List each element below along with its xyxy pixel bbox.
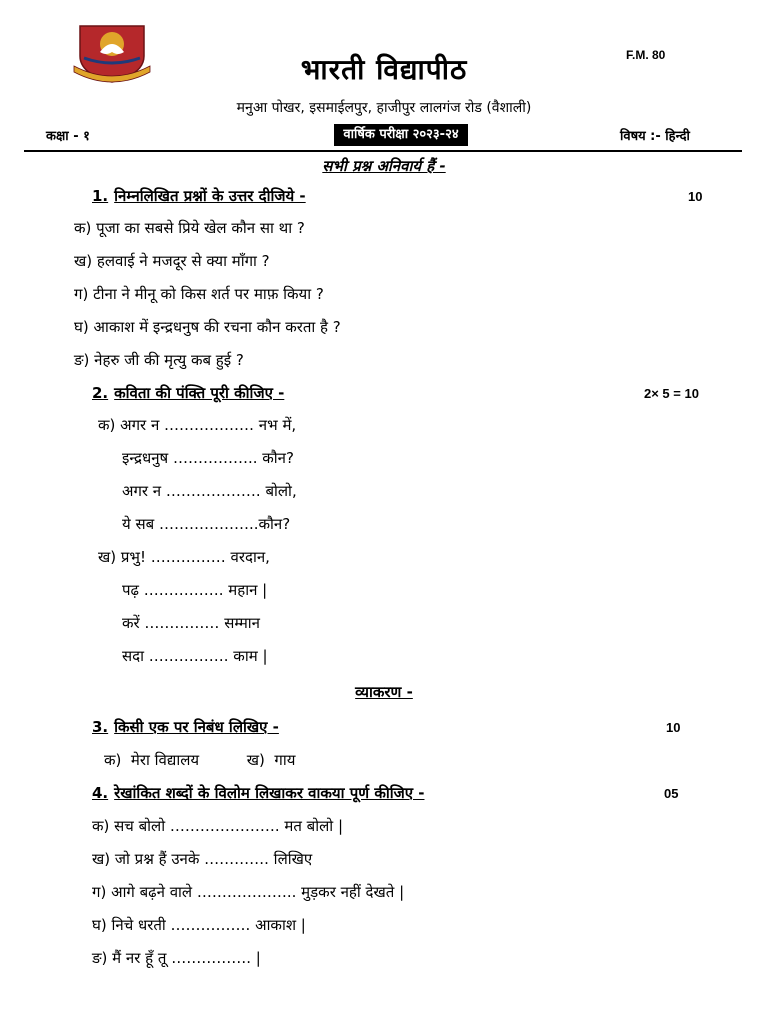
question-1-title: निम्नलिखित प्रश्नों के उत्तर दीजिये - (114, 187, 306, 205)
poem-b-line: सदा ……………. काम | (122, 647, 268, 665)
q1-item: ख) हलवाई ने मजदूर से क्या माँगा ? (74, 252, 270, 270)
question-1-number: 1. (92, 187, 109, 205)
school-name: भारती विद्यापीठ (300, 53, 468, 86)
q4-item: घ) निचे धरती ……………. आकाश | (92, 916, 306, 934)
exam-title: वार्षिक परीक्षा २०२३-२४ (334, 124, 468, 146)
poem-b-line: ख) प्रभु! …………… वरदान, (98, 548, 270, 566)
question-3-marks: 10 (666, 720, 681, 735)
q1-item: घ) आकाश में इन्द्रधनुष की रचना कौन करता है ? (74, 318, 341, 336)
header-divider (24, 150, 742, 152)
question-2-heading (92, 383, 284, 403)
subject-label: विषय :- हिन्दी (620, 129, 690, 144)
q4-item: ख) जो प्रश्न हैं उनके …………. लिखिए (92, 850, 313, 868)
poem-a-line: इन्द्रधनुष …………….. कौन? (122, 449, 294, 467)
q1-item: ङ) नेहरु जी की मृत्यु कब हुई ? (74, 351, 244, 369)
poem-b-line: पढ़ ……………. महान | (122, 581, 268, 599)
question-1-marks: 10 (688, 189, 703, 204)
q1-item: क) पूजा का सबसे प्रिये खेल कौन सा था ? (74, 219, 305, 237)
grammar-heading: व्याकरण - (355, 683, 413, 701)
question-3-title: किसी एक पर निबंध लिखिए - (114, 718, 279, 736)
instruction-text: सभी प्रश्न अनिवार्य हैं - (322, 157, 446, 175)
poem-a-line: ये सब ………………..कौन? (122, 515, 291, 533)
class-label: कक्षा - १ (46, 129, 90, 144)
q4-item: क) सच बोलो …………………. मत बोलो | (92, 817, 343, 835)
school-address: मनुआ पोखर, इसमाईलपुर, हाजीपुर लालगंज रोड (वैशाली) (236, 100, 532, 116)
q4-item: ग) आगे बढ़ने वाले ……………….. मुड़कर नहीं देखते | (92, 883, 405, 901)
poem-a-line: क) अगर न ……………… नभ में, (98, 416, 297, 434)
question-2-number: 2. (92, 384, 109, 402)
question-2-marks: 2× 5 = 10 (644, 386, 699, 401)
essay-options: क) मेरा विद्यालय ख) गाय (104, 751, 296, 769)
q1-item: ग) टीना ने मीनू को किस शर्त पर माफ़ किया ? (74, 285, 324, 303)
q4-item: ङ) मैं नर हूँ तू ……………. | (92, 949, 261, 967)
question-4-title: रेखांकित शब्दों के विलोम लिखाकर वाकया पूर्ण कीजिए - (114, 784, 425, 802)
poem-a-line: अगर न ………………. बोलो, (122, 482, 297, 500)
question-3-number: 3. (92, 718, 109, 736)
question-2-title: कविता की पंक्ति पूरी कीजिए - (114, 384, 285, 402)
question-4-number: 4. (92, 784, 109, 802)
question-1-heading (92, 186, 306, 206)
question-4-marks: 05 (664, 786, 679, 801)
full-marks: F.M. 80 (626, 48, 666, 62)
question-4-heading (92, 783, 424, 803)
question-3-heading (92, 717, 279, 737)
poem-b-line: करें …………… सम्मान (122, 614, 260, 632)
